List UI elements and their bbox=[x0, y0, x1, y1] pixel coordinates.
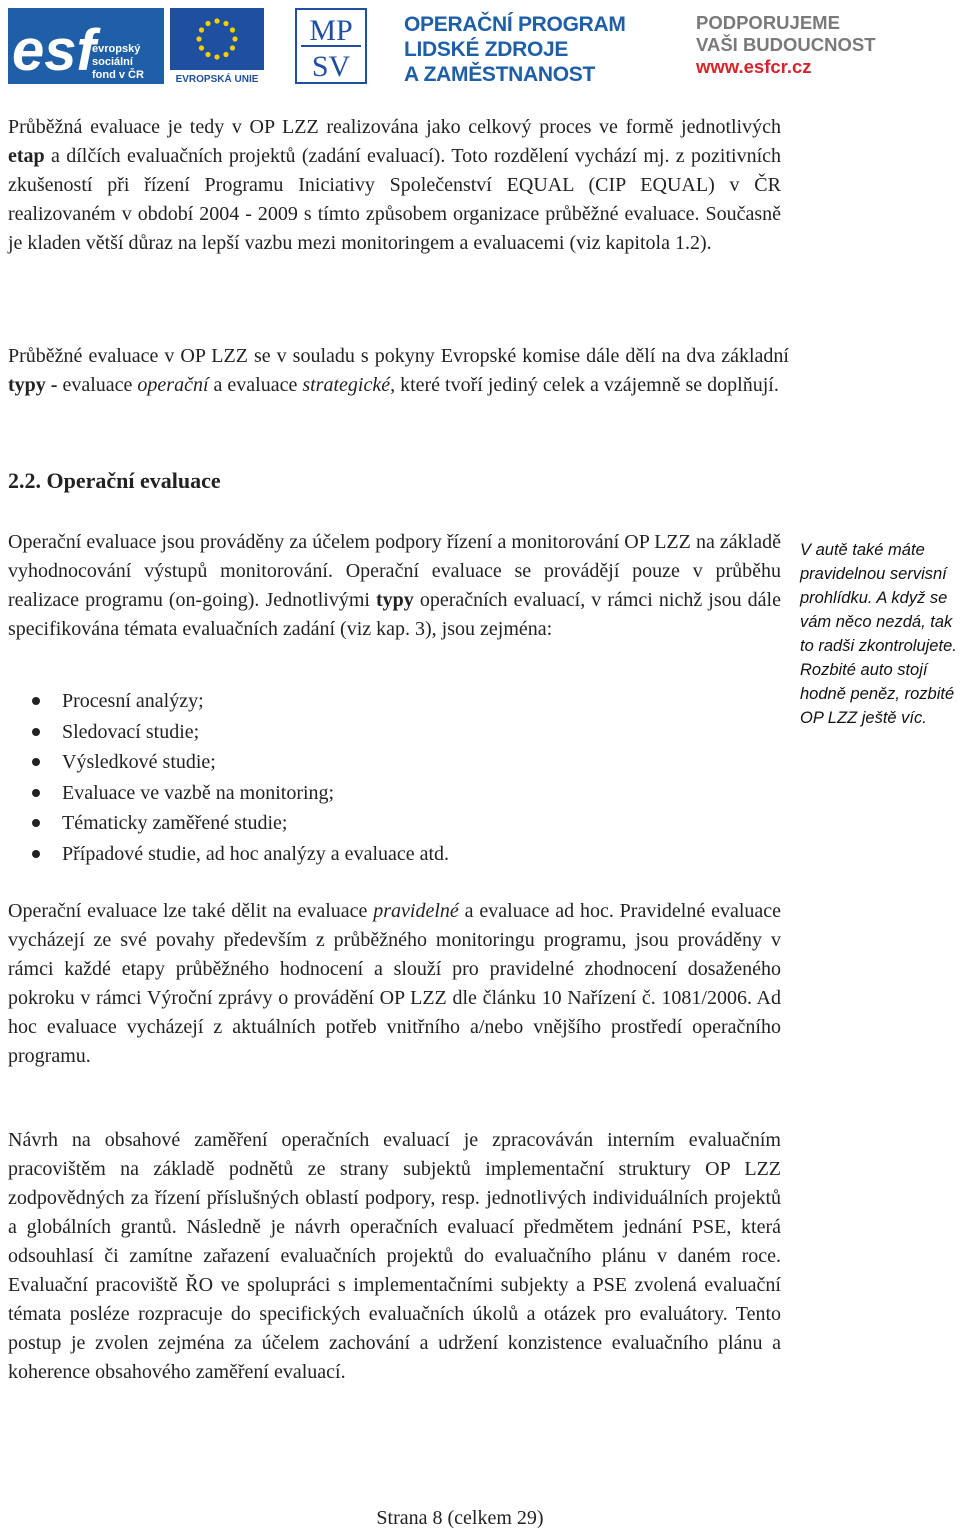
paragraph-1: Průběžná evaluace je tedy v OP LZZ realizována jako celkový proces ve formě jednotlivých etap a dílčích evaluačních projektů (zadání evaluací). Toto rozdělení vychází mj. z pozitivních zkušeností při řízení Programu Iniciativy Společenství EQUAL (CIP EQUAL) v ČR realizovaném v období 2004 - 2009 s tímto způsobem organizace průběžné evaluace. Současně je kladen větší důraz na lepší vazbu mezi monitoringem a evaluacemi (viz kapitola 1.2). bbox=[8, 116, 781, 254]
eu-flag-logo bbox=[170, 8, 264, 84]
paragraph-4: Operační evaluace lze také dělit na evaluace pravidelné a evaluace ad hoc. Pravidelné evaluace vycházejí ze své povahy především z průběžného monitoringu programu, jsou prováděny v rámci každé etapy průběžného hodnocení a slouží pro pravidelné zhodnocení dosaženého pokroku v rámci Výroční zprávy o provádění OP LZZ dle článku 10 Nařízení č. 1081/2006. Ad hoc evaluace vycházejí z aktuálních potřeb vnitřního a/nebo vnějšího prostředí operačního programu. bbox=[8, 900, 782, 1067]
paragraph-2: Průběžné evaluace v OP LZZ se v souladu s pokyny Evropské komise dále dělí na dva základní typy - evaluace operační a evaluace strategické, které tvoří jediný celek a vzájemně se doplňují. bbox=[8, 345, 789, 396]
support-slogan: PODPORUJEME VAŠI BUDOUCNOST www.esfcr.cz bbox=[696, 12, 876, 77]
svg-text:EVROPSKÁ UNIE: EVROPSKÁ UNIE bbox=[175, 74, 259, 84]
esf-logo bbox=[8, 8, 164, 84]
svg-text:evropský: evropský bbox=[92, 43, 141, 55]
paragraph-3: Operační evaluace jsou prováděny za účelem podpory řízení a monitorování OP LZZ na základě vyhodnocování výstupů monitorování. Operační evaluace se provádějí pouze v průběhu realizace programu (on-going). Jednotlivými typy operačních evaluací, v rámci nichž jsou dále specifikována témata evaluačních zadání (viz kap. 3), jsou zejména: bbox=[8, 531, 781, 640]
margin-note: V autě také máte pravidelnou servisní prohlídku. A když se vám něco nezdá, tak to radši zkontrolujete. Rozbité auto stojí hodně peněz, rozbité OP LZZ ještě víc. bbox=[800, 541, 957, 727]
list-item: Evaluace ve vazbě na monitoring; bbox=[8, 778, 781, 809]
esf-url-link[interactable]: www.esfcr.cz bbox=[696, 56, 812, 77]
svg-text:MP: MP bbox=[309, 14, 353, 47]
evaluation-types-list bbox=[8, 686, 781, 869]
esf-logo-text: esf bbox=[12, 18, 96, 83]
mpsv-logo bbox=[295, 8, 367, 84]
svg-text:fond v ČR: fond v ČR bbox=[92, 69, 144, 81]
list-item: Procesní analýzy; bbox=[8, 686, 781, 717]
paragraph-5: Návrh na obsahové zaměření operačních evaluací je zpracováván interním evaluačním pracovištěm na základě podnětů ze strany subjektů implementační struktury OP LZZ zodpovědných za řízení příslušných oblastí podpory, resp. jednotlivých individuálních projektů a globálních grantů. Následně je návrh operačních evaluací předmětem jednání PSE, která odsouhlasí či zamítne zařazení evaluačních projektů do evaluačního plánu v daném roce. Evaluační pracoviště ŘO ve spolupráci s implementačními subjekty a PSE zvolená evaluační témata posléze rozpracuje do specifických evaluačních úkolů a otázek pro evaluátory. Tento postup je zvolen zejména za účelem zachování a udržení konzistence evaluačního plánu a koherence obsahového zaměření evaluací. bbox=[8, 1129, 781, 1383]
page-header bbox=[0, 0, 960, 92]
list-item: Sledovací studie; bbox=[8, 717, 781, 748]
op-lzz-logo-text: OPERAČNÍ PROGRAM LIDSKÉ ZDROJE A ZAMĚSTNANOST bbox=[404, 13, 626, 86]
list-item: Tématicky zaměřené studie; bbox=[8, 808, 781, 839]
list-item: Výsledkové studie; bbox=[8, 747, 781, 778]
list-item: Případové studie, ad hoc analýzy a evaluace atd. bbox=[8, 839, 781, 870]
svg-text:SV: SV bbox=[311, 50, 351, 83]
svg-text:sociální: sociální bbox=[92, 56, 133, 68]
section-heading: 2.2. Operační evaluace bbox=[8, 468, 221, 493]
page-number-footer: Strana 8 (celkem 29) bbox=[376, 1507, 544, 1529]
